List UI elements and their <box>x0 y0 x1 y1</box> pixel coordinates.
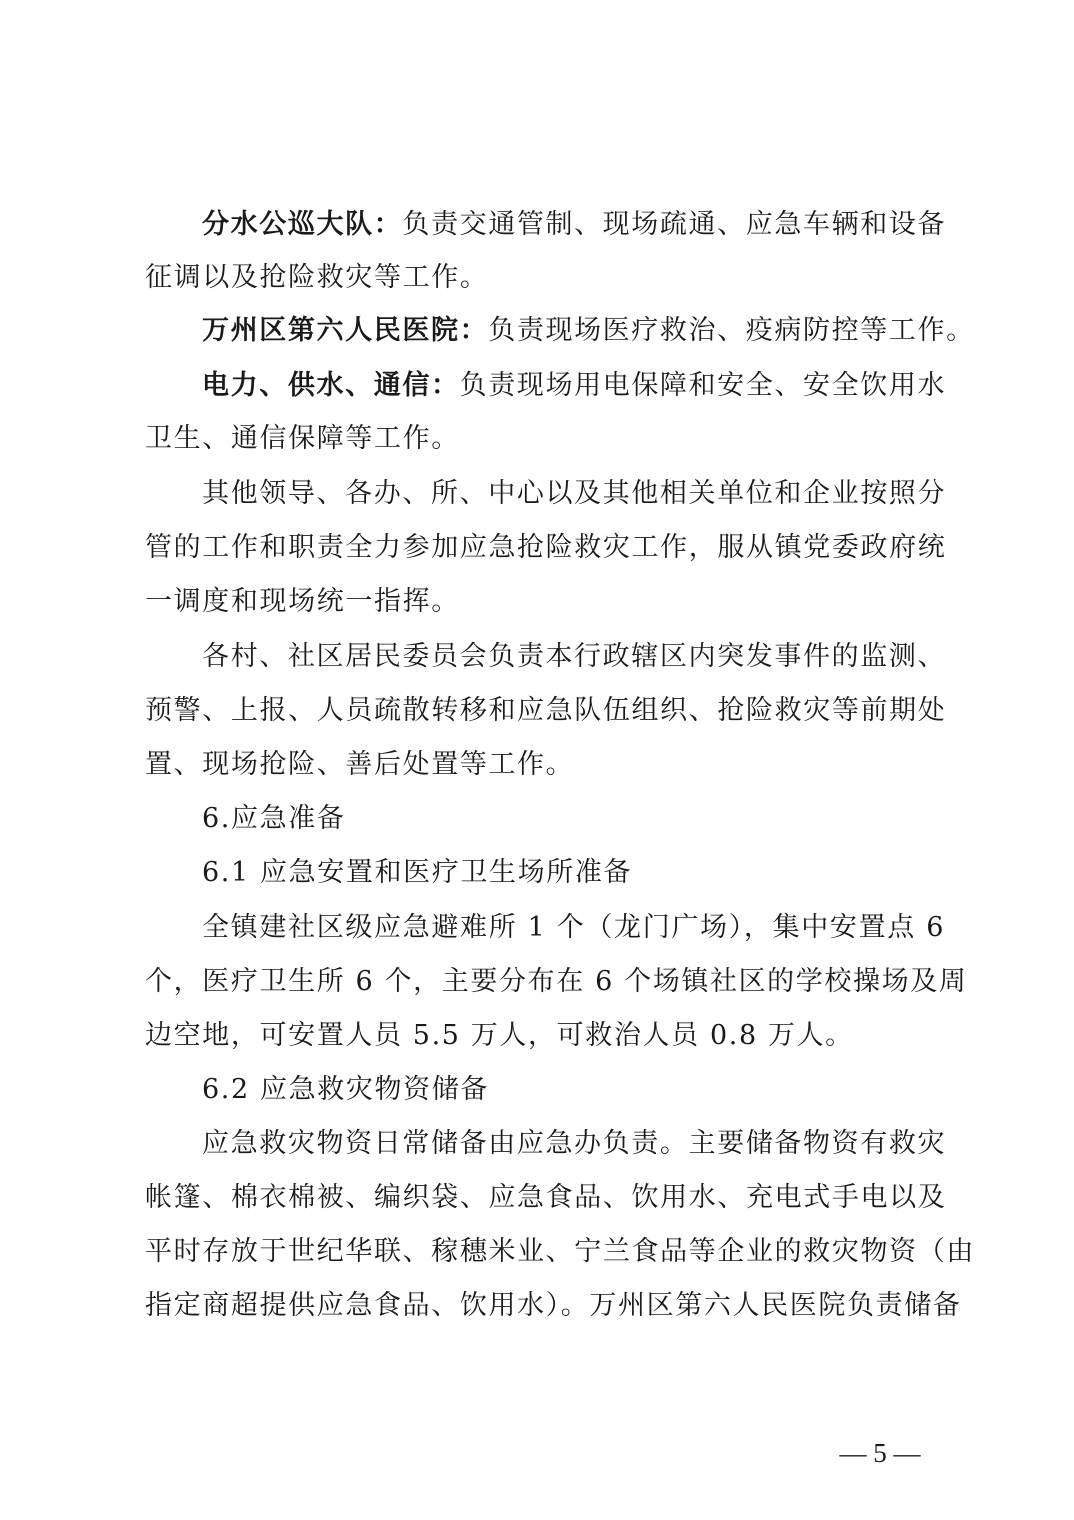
paragraph-others-line-2: 管的工作和职责全力参加应急抢险救灾工作，服从镇党委政府统 <box>145 532 947 563</box>
paragraph-utilities-line-1 <box>202 366 945 406</box>
paragraph-shelters-line-2: 个，医疗卫生所 6 个，主要分布在 6 个场镇社区的学校操场及周 <box>145 966 968 997</box>
paragraph-police-text: 负责交通管制、现场疏通、应急车辆和设备 <box>402 209 947 240</box>
paragraph-hospital-line-1 <box>202 311 975 351</box>
paragraph-others-line-1: 其他领导、各办、所、中心以及其他相关单位和企业按照分 <box>202 478 947 509</box>
paragraph-supplies-line-1: 应急救灾物资日常储备由应急办负责。主要储备物资有救灾 <box>202 1128 947 1159</box>
paragraph-others-line-3: 一调度和现场统一指挥。 <box>145 586 460 617</box>
section-heading-6-2: 6.2 应急救灾物资储备 <box>202 1074 489 1105</box>
paragraph-hospital-label: 万州区第六人民医院： <box>202 315 489 346</box>
paragraph-utilities-label: 电力、供水、通信： <box>202 370 460 401</box>
paragraph-hospital-text: 负责现场医疗救治、疫病防控等工作。 <box>488 315 975 346</box>
paragraph-villages-line-1: 各村、社区居民委员会负责本行政辖区内突发事件的监测、 <box>202 641 947 672</box>
paragraph-utilities-line-2: 卫生、通信保障等工作。 <box>145 423 460 454</box>
paragraph-utilities-text: 负责现场用电保障和安全、安全饮用水 <box>459 370 947 401</box>
paragraph-supplies-line-2: 帐篷、棉衣棉被、编织袋、应急食品、饮用水、充电式手电以及 <box>145 1182 947 1213</box>
paragraph-police-line-2: 征调以及抢险救灾等工作。 <box>145 262 489 293</box>
paragraph-shelters-line-1: 全镇建社区级应急避难所 1 个（龙门广场），集中安置点 6 <box>202 912 945 943</box>
section-heading-6-1: 6.1 应急安置和医疗卫生场所准备 <box>202 857 633 888</box>
paragraph-supplies-line-4: 指定商超提供应急食品、饮用水）。万州区第六人民医院负责储备 <box>145 1290 962 1321</box>
paragraph-shelters-line-3: 边空地，可安置人员 5.5 万人，可救治人员 0.8 万人。 <box>145 1020 854 1051</box>
page-number: — 5 — <box>839 1438 921 1468</box>
paragraph-villages-line-3: 置、现场抢险、善后处置等工作。 <box>145 749 575 780</box>
paragraph-supplies-line-3: 平时存放于世纪华联、稼穗米业、宁兰食品等企业的救灾物资（由 <box>145 1236 975 1267</box>
paragraph-police-line-1 <box>202 205 945 245</box>
paragraph-police-label: 分水公巡大队： <box>202 209 403 240</box>
paragraph-villages-line-2: 预警、上报、人员疏散转移和应急队伍组织、抢险救灾等前期处 <box>145 695 947 726</box>
section-heading-6: 6.应急准备 <box>202 803 346 834</box>
